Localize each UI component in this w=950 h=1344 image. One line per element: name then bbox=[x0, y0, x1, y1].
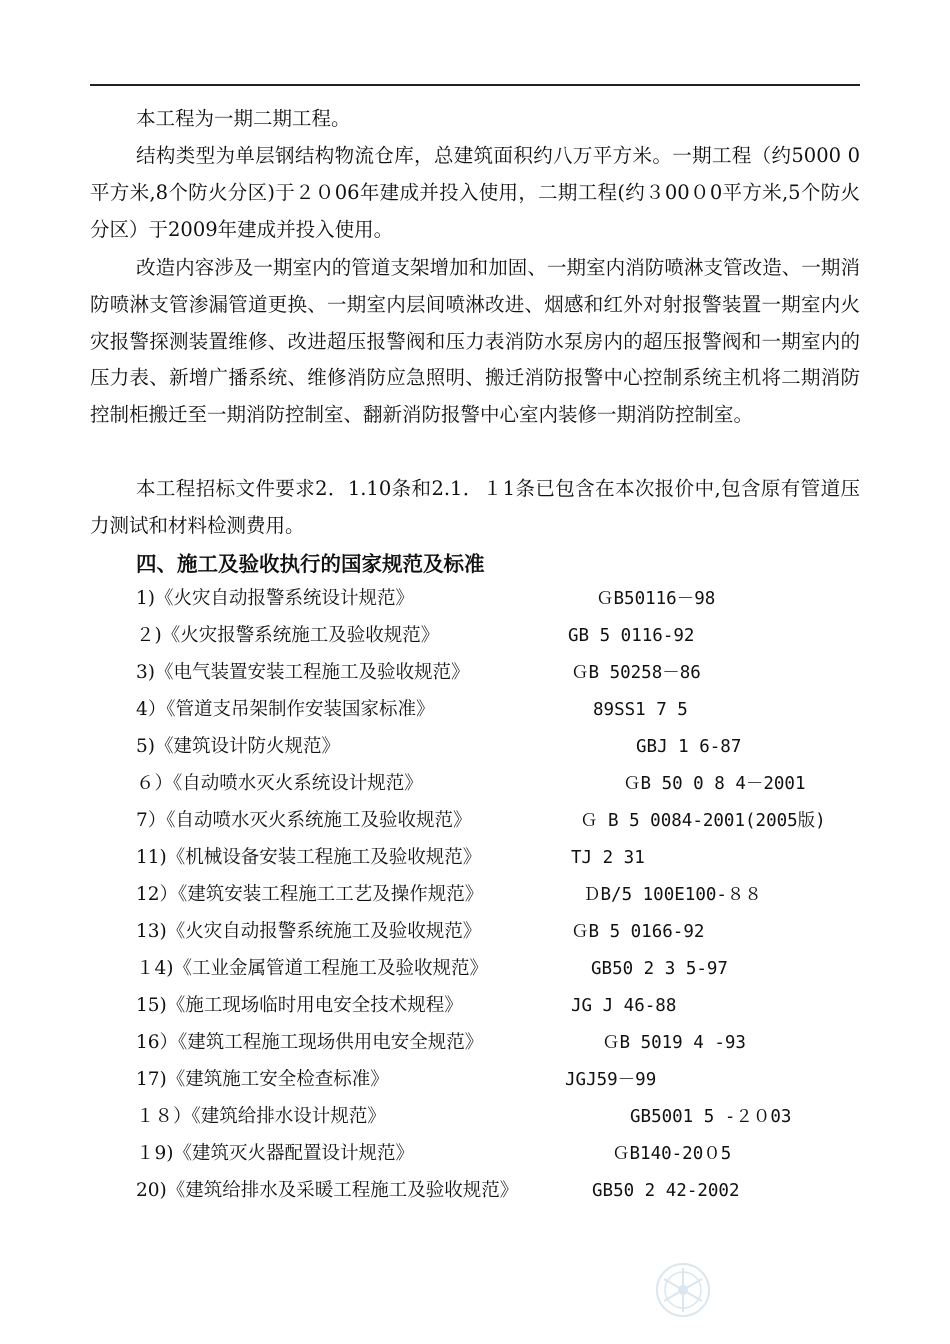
standard-code: JG J 46-88 bbox=[571, 996, 677, 1016]
standard-item bbox=[136, 840, 896, 876]
standard-item bbox=[136, 1136, 896, 1172]
standard-title: １9)《建筑灭火器配置设计规范》 bbox=[136, 1143, 414, 1164]
standard-item bbox=[136, 655, 896, 691]
standard-code: GBJ 1 6-87 bbox=[636, 737, 742, 757]
standard-title: 3)《电气装置安装工程施工及验收规范》 bbox=[136, 662, 470, 683]
standard-item bbox=[136, 729, 896, 765]
standard-title: 13)《火灾自动报警系统施工及验收规范》 bbox=[136, 921, 482, 942]
paragraph-intro: 本工程为一期二期工程。 bbox=[136, 107, 351, 130]
standard-code: ＤB/5 100E100-８８ bbox=[583, 885, 762, 905]
section-heading: 四、施工及验收执行的国家规范及标准 bbox=[136, 552, 485, 576]
standard-code: ＧB 5 0166-92 bbox=[571, 922, 705, 942]
standard-item bbox=[136, 803, 896, 839]
paragraph-structure: 结构类型为单层钢结构物流仓库，总建筑面积约八万平方米。一期工程（约5000 0平方米,8个防火分区)于２０06年建成并投入使用，二期工程(约３00０0平方米,5个防火分区）于2009年建成并投入使用。 bbox=[90, 144, 860, 241]
standard-title: １８）《建筑给排水设计规范》 bbox=[136, 1106, 386, 1127]
standard-code: JGJ59－99 bbox=[565, 1070, 657, 1090]
standard-item bbox=[136, 1173, 896, 1209]
standard-title: 12）《建筑安装工程施工工艺及操作规范》 bbox=[136, 884, 484, 905]
paragraph-tender: 本工程招标文件要求2．1.10条和2.1．１1条已包含在本次报价中,包含原有管道压力测试和材料检测费用。 bbox=[90, 477, 860, 537]
standard-item bbox=[136, 766, 896, 802]
standard-title: １4)《工业金属管道工程施工及验收规范》 bbox=[136, 958, 488, 979]
standard-item bbox=[136, 914, 896, 950]
standard-code: ＧB 50258－86 bbox=[571, 663, 701, 683]
standard-code: GB50 2 3 5-97 bbox=[591, 959, 728, 979]
standard-title: 5)《建筑设计防火规范》 bbox=[136, 736, 340, 757]
standard-item bbox=[136, 581, 896, 617]
standard-item bbox=[136, 1025, 896, 1061]
standard-title: 4）《管道支吊架制作安装国家标准》 bbox=[136, 699, 435, 720]
standard-title: 1)《火灾自动报警系统设计规范》 bbox=[136, 588, 414, 609]
standard-item bbox=[136, 1099, 896, 1135]
standard-item bbox=[136, 988, 896, 1024]
standard-code: ＧB 5019 4 -93 bbox=[602, 1033, 746, 1053]
standard-code: ＧB 50 0 8 4－2001 bbox=[623, 774, 806, 794]
snowflake-seal-icon bbox=[655, 1262, 711, 1318]
standard-title: 15)《施工现场临时用电安全技术规程》 bbox=[136, 995, 463, 1016]
standard-item bbox=[136, 618, 896, 654]
standard-title: 17)《建筑施工安全检查标准》 bbox=[136, 1069, 389, 1090]
standard-title: 16）《建筑工程施工现场供用电安全规范》 bbox=[136, 1032, 484, 1053]
standard-item bbox=[136, 951, 896, 987]
standard-item bbox=[136, 1062, 896, 1098]
standard-code: ＧB50116－98 bbox=[596, 589, 716, 609]
standard-title: 20)《建筑给排水及采暖工程施工及验收规范》 bbox=[136, 1180, 519, 1201]
standard-title: 11)《机械设备安装工程施工及验收规范》 bbox=[136, 847, 482, 868]
header-rule bbox=[90, 84, 860, 86]
standard-title: ２)《火灾报警系统施工及验收规范》 bbox=[136, 625, 440, 646]
standard-code: GB50 2 42-2002 bbox=[592, 1181, 740, 1201]
standard-code: GB 5 0116-92 bbox=[568, 626, 695, 646]
standard-item bbox=[136, 877, 896, 913]
standard-code: 89SS1 7 5 bbox=[593, 700, 688, 720]
standard-code: Ｇ B 5 0084-2001(2005版) bbox=[580, 811, 826, 831]
standard-code: ＧB140-20０5 bbox=[612, 1144, 732, 1164]
standard-item bbox=[136, 692, 896, 728]
standard-code: GB5001 5 -２０03 bbox=[630, 1107, 792, 1127]
standard-code: TJ 2 31 bbox=[571, 848, 645, 868]
paragraph-scope: 改造内容涉及一期室内的管道支架增加和加固、一期室内消防喷淋支管改造、一期消防喷淋支管渗漏管道更换、一期室内层间喷淋改进、烟感和红外对射报警装置一期室内火灾报警探测装置维修、改进超压报警阀和压力表消防水泵房内的超压报警阀和一期室内的压力表、新增广播系统、维修消防应急照明、搬迁消防报警中心控制系统主机将二期消防控制柜搬迁至一期消防控制室、翻新消防报警中心室内装修一期消防控制室。 bbox=[90, 256, 860, 427]
standard-title: ６）《自动喷水灭火系统设计规范》 bbox=[136, 773, 423, 794]
standard-title: 7）《自动喷水灭火系统施工及验收规范》 bbox=[136, 810, 472, 831]
